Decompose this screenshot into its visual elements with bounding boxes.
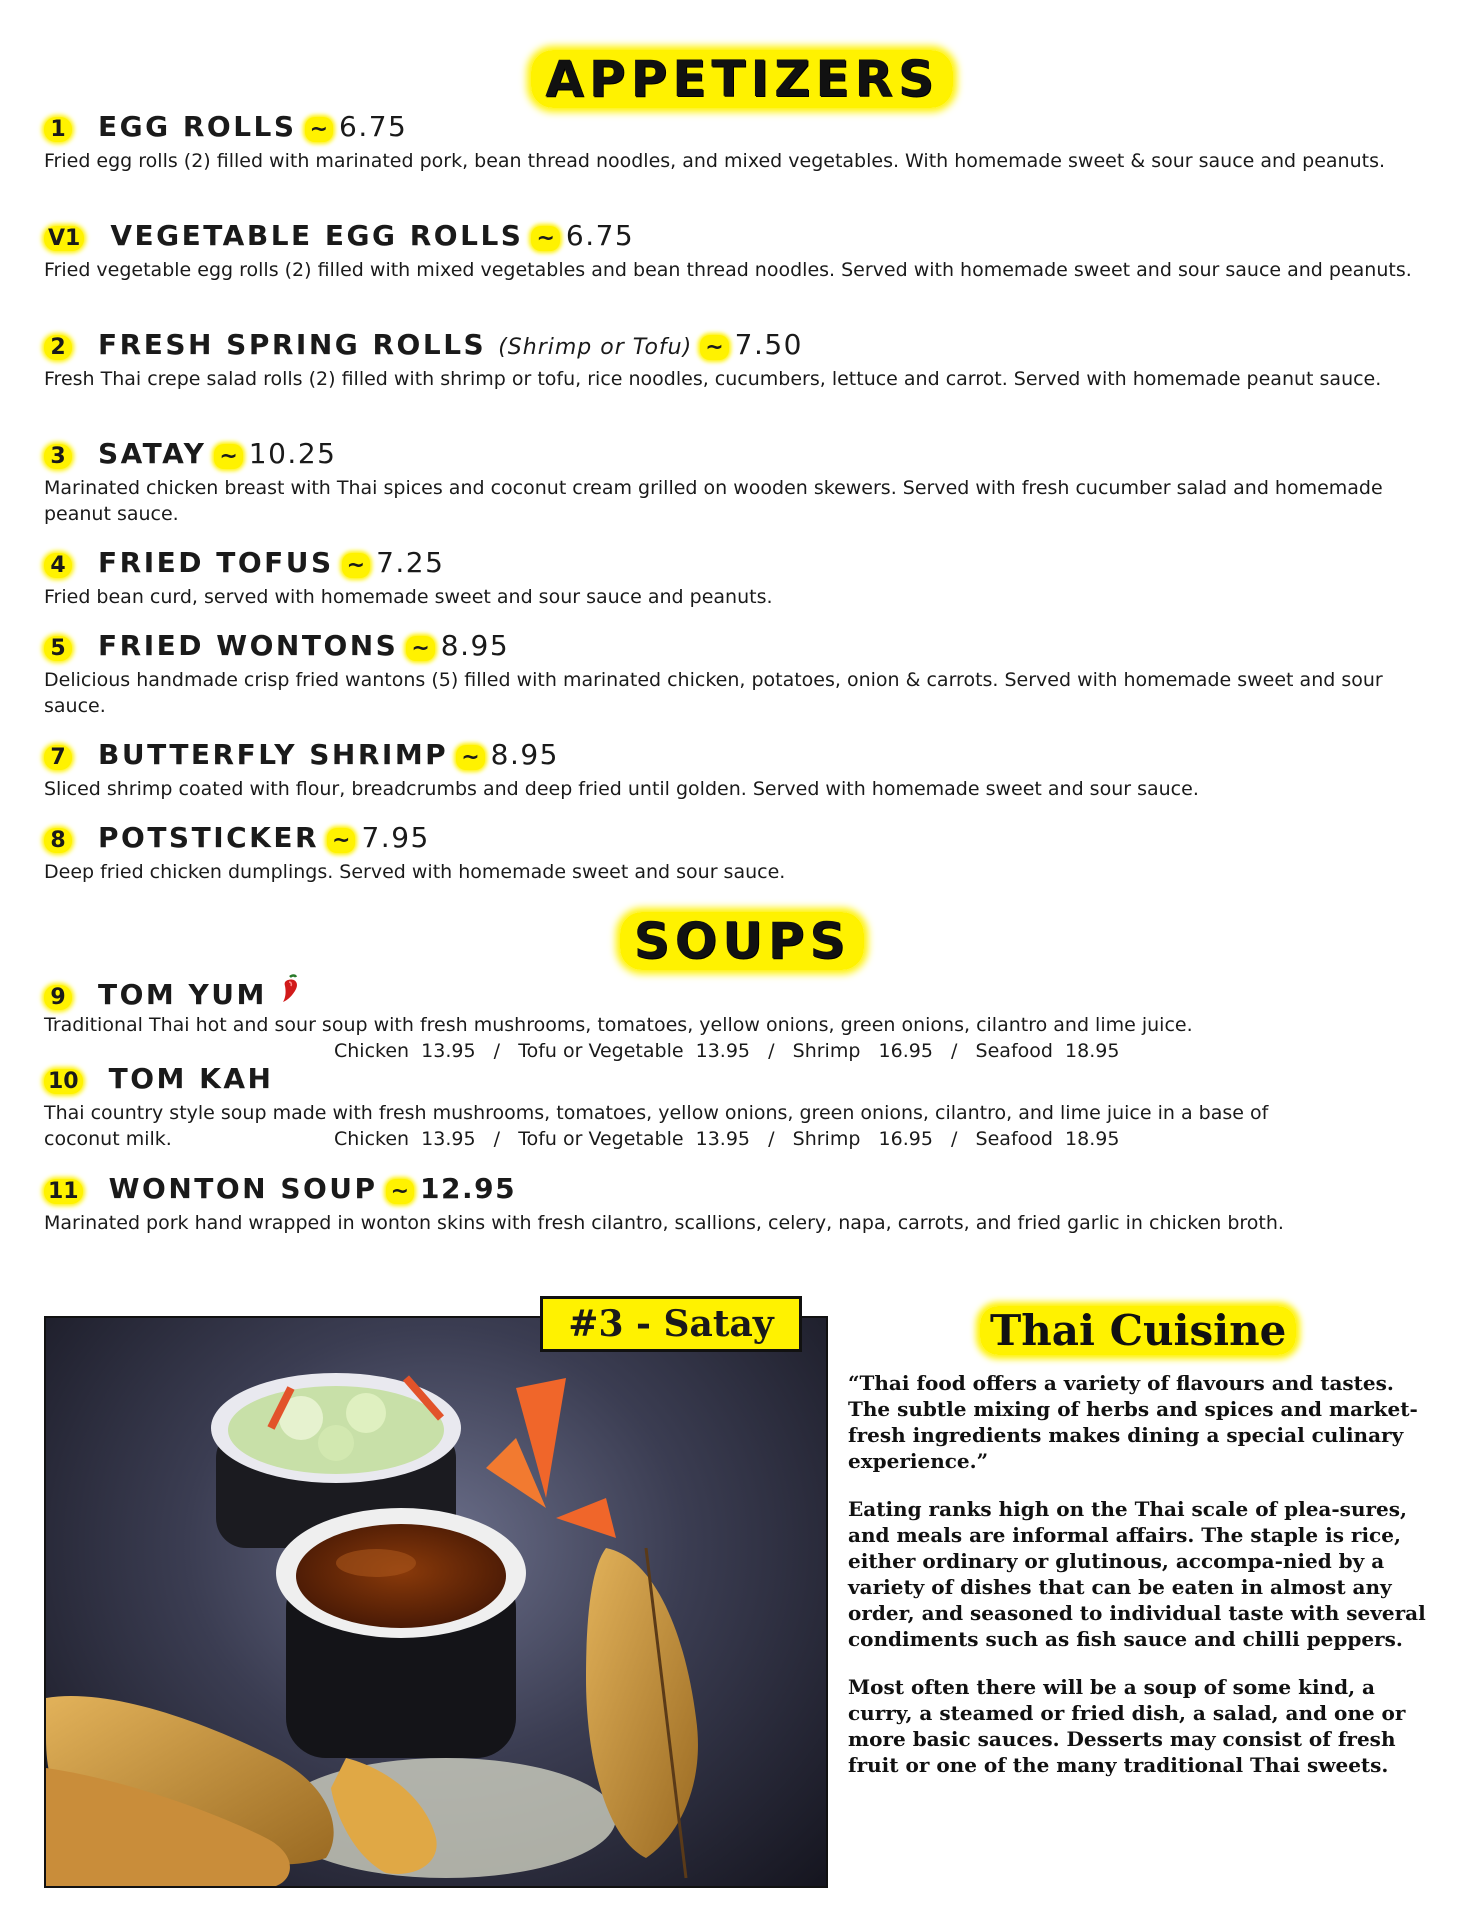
item-price: 10.25 xyxy=(248,437,337,470)
item-description: Delicious handmade crisp fried wantons (5) filled with marinated chicken, potatoes, onion & carrots. Served with homemade sweet and sour sauce. xyxy=(44,669,1383,717)
item-price: 8.95 xyxy=(440,629,510,662)
chili-pepper-icon xyxy=(279,974,301,1008)
menu-item-fried-wontons xyxy=(44,629,1444,719)
tilde-separator: ~ xyxy=(327,828,355,853)
item-price: 8.95 xyxy=(490,738,559,771)
item-price: 7.95 xyxy=(361,821,430,854)
item-price: 6.75 xyxy=(339,110,408,143)
thai-cuisine-text xyxy=(848,1370,1438,1800)
item-price: 12.95 xyxy=(420,1172,517,1205)
item-number: 2 xyxy=(44,335,72,360)
tilde-separator: ~ xyxy=(531,226,559,251)
menu-item-fresh-spring-rolls xyxy=(44,328,1444,392)
menu-item-tom-yum xyxy=(44,974,1444,1064)
cuisine-paragraph: Eating ranks high on the Thai scale of plea-sures, and meals are informal affairs. The staple is rice, either ordinary or glutinous, accompa-nied by a variety of dishes that can be eaten in almost any order, and seasoned to individual taste with several condiments such as fish sauce and chilli peppers. xyxy=(848,1497,1426,1651)
item-description: Marinated chicken breast with Thai spices and coconut cream grilled on wooden skewers. Served with fresh cucumber salad and homemade peanut sauce. xyxy=(44,477,1383,525)
item-name: BUTTERFLY SHRIMP xyxy=(98,738,449,771)
item-name: TOM YUM xyxy=(98,978,267,1011)
item-description: Fried bean curd, served with homemade sweet and sour sauce and peanuts. xyxy=(44,586,773,608)
item-number: 7 xyxy=(44,745,72,770)
item-price: 7.25 xyxy=(376,546,445,579)
item-number: 5 xyxy=(44,636,72,661)
item-description-cont: coconut milk. xyxy=(44,1128,172,1150)
soups-heading: SOUPS xyxy=(0,912,1484,970)
item-description: Fresh Thai crepe salad rolls (2) filled with shrimp or tofu, rice noodles, cucumbers, lettuce and carrot. Served with homemade peanut sauce. xyxy=(44,368,1382,390)
tilde-separator: ~ xyxy=(342,553,370,578)
tilde-separator: ~ xyxy=(214,444,242,469)
item-number: 11 xyxy=(44,1179,83,1204)
menu-item-satay xyxy=(44,437,1444,527)
item-number: V1 xyxy=(44,226,84,251)
photo-caption: #3 - Satay xyxy=(540,1296,802,1352)
tilde-separator: ~ xyxy=(456,745,484,770)
menu-item-tom-kah xyxy=(44,1062,1444,1152)
item-price: 6.75 xyxy=(565,219,635,252)
item-name: FRESH SPRING ROLLS xyxy=(98,328,487,361)
satay-illustration xyxy=(46,1318,826,1886)
menu-item-egg-rolls xyxy=(44,110,1444,174)
tilde-separator: ~ xyxy=(305,117,333,142)
menu-item-vegetable-egg-rolls xyxy=(44,219,1444,283)
item-price: 7.50 xyxy=(734,328,803,361)
menu-item-fried-tofus xyxy=(44,546,1444,610)
item-number: 4 xyxy=(44,553,72,578)
item-name: SATAY xyxy=(98,437,207,470)
menu-item-wonton-soup xyxy=(44,1172,1444,1236)
price-options: Chicken 13.95 / Tofu or Vegetable 13.95 / Shrimp 16.95 / Seafood 18.95 xyxy=(334,1040,1120,1062)
item-name: POTSTICKER xyxy=(98,821,320,854)
item-description: Thai country style soup made with fresh mushrooms, tomatoes, yellow onions, green onions, cilantro, and lime juice in a base of xyxy=(44,1102,1269,1124)
menu-item-potsticker xyxy=(44,821,1444,885)
item-number: 10 xyxy=(44,1069,83,1094)
item-description: Traditional Thai hot and sour soup with fresh mushrooms, tomatoes, yellow onions, green onions, cilantro and lime juice. xyxy=(44,1014,1193,1036)
item-description: Fried egg rolls (2) filled with marinated pork, bean thread noodles, and mixed vegetables. With homemade sweet & sour sauce and peanuts. xyxy=(44,150,1386,172)
appetizers-heading: APPETIZERS xyxy=(0,50,1484,108)
tilde-separator: ~ xyxy=(386,1179,414,1204)
price-options: Chicken 13.95 / Tofu or Vegetable 13.95 / Shrimp 16.95 / Seafood 18.95 xyxy=(334,1128,1120,1150)
price-options-row xyxy=(44,1126,1444,1152)
item-name: VEGETABLE EGG ROLLS xyxy=(110,219,524,252)
item-note: (Shrimp or Tofu) xyxy=(498,335,693,360)
cuisine-paragraph: “Thai food offers a variety of flavours and tastes. The subtle mixing of herbs and spices and market-fresh ingredients makes dining a special culinary experience.” xyxy=(848,1371,1418,1473)
thai-cuisine-heading: Thai Cuisine xyxy=(980,1306,1296,1355)
item-description: Sliced shrimp coated with flour, breadcrumbs and deep fried until golden. Served with homemade sweet and sour sauce. xyxy=(44,778,1199,800)
item-description: Deep fried chicken dumplings. Served with homemade sweet and sour sauce. xyxy=(44,861,786,883)
cuisine-paragraph: Most often there will be a soup of some kind, a curry, a steamed or fried dish, a salad, and one or more basic sauces. Desserts may consist of fresh fruit or one of the many traditional Thai sweets. xyxy=(848,1675,1406,1777)
item-number: 9 xyxy=(44,985,72,1010)
item-number: 1 xyxy=(44,117,72,142)
satay-photo xyxy=(44,1316,828,1888)
item-number: 8 xyxy=(44,828,72,853)
item-name: FRIED TOFUS xyxy=(98,546,334,579)
tilde-separator: ~ xyxy=(700,335,728,360)
item-description: Fried vegetable egg rolls (2) filled with mixed vegetables and bean thread noodles. Served with homemade sweet and sour sauce and peanuts. xyxy=(44,259,1412,281)
item-name: WONTON SOUP xyxy=(108,1172,378,1205)
tilde-separator: ~ xyxy=(406,636,434,661)
menu-item-butterfly-shrimp xyxy=(44,738,1444,802)
item-name: TOM KAH xyxy=(108,1062,274,1095)
item-name: EGG ROLLS xyxy=(98,110,297,143)
item-description: Marinated pork hand wrapped in wonton skins with fresh cilantro, scallions, celery, napa, carrots, and fried garlic in chicken broth. xyxy=(44,1212,1284,1234)
item-number: 3 xyxy=(44,444,72,469)
item-name: FRIED WONTONS xyxy=(98,629,399,662)
